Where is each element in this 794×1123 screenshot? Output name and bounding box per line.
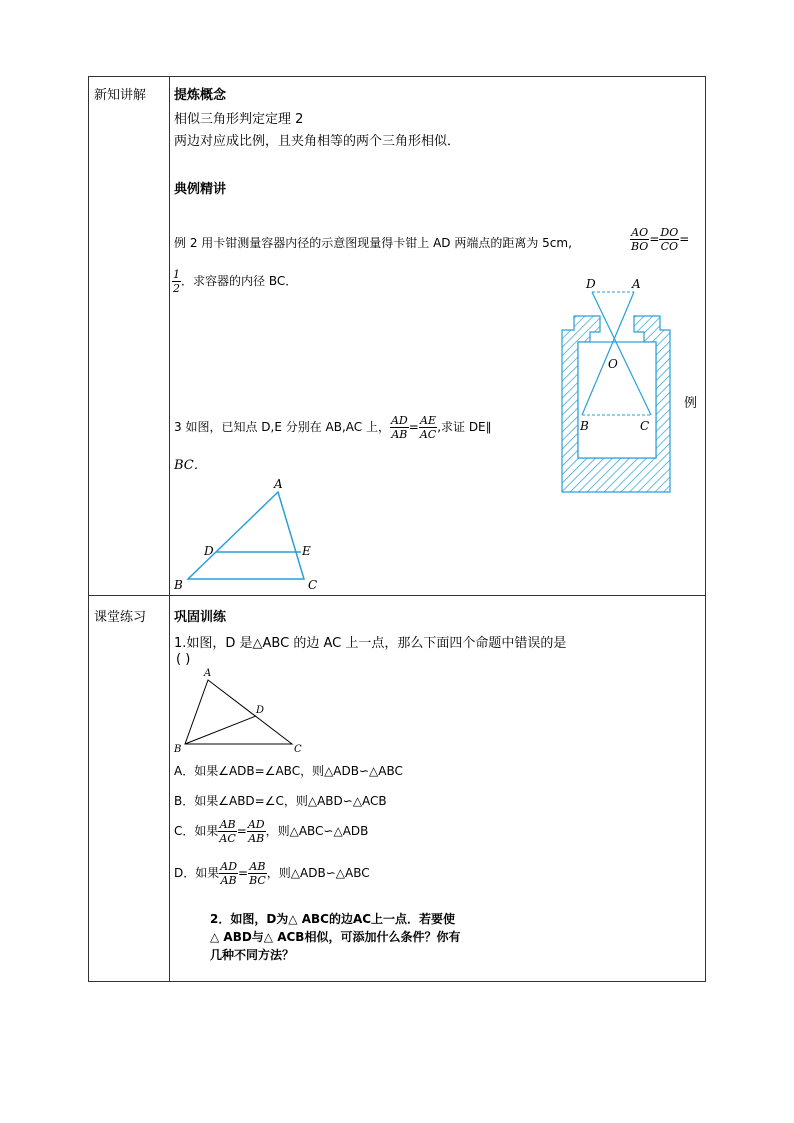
q1-label-c: C (294, 744, 302, 755)
tri-label-a: A (274, 477, 283, 491)
q1-label-d: D (256, 705, 265, 716)
question2-line1: 2．如图，D为△ ABC的边AC上一点．若要使 (210, 912, 456, 926)
section-label-practice: 课堂练习 (94, 610, 147, 625)
example3-text: 3 如图，已知点 D,E 分别在 AB,AC 上， $\frac{AD}{AB}$ = $\frac{AE}{AC}$ ,求证 DE∥ (174, 414, 492, 441)
q1-label-b: B (174, 744, 182, 755)
fraction-ad-ab-d: $\frac{AD}{AB}$ (220, 860, 238, 887)
fraction-do-co: $\frac{DO}{CO}$ (660, 226, 679, 253)
example-heading: 典例精讲 (174, 182, 227, 197)
tri-label-e: E (302, 544, 311, 558)
fraction-ad-ab-c: $\frac{AD}{AB}$ (247, 818, 265, 845)
fraction-one-half: $\frac{1}{2}$ (173, 268, 180, 295)
caliper-container-figure (552, 272, 682, 496)
triangle-de-figure (170, 476, 330, 596)
segment-bd (185, 716, 256, 744)
question1-text: 1.如图，D 是△ABC 的边 AC 上一点，那么下面四个命题中错误的是 (174, 636, 567, 651)
example3-line2: BC． (174, 458, 207, 473)
tri-label-c: C (308, 578, 318, 592)
tri-label-d: D (204, 544, 214, 558)
practice-heading: 巩固训练 (174, 610, 227, 625)
option-c: C．如果 $\frac{AB}{AC}$ = $\frac{AD}{AB}$ ，则△ABC∽△ADB (174, 818, 369, 845)
option-a: A．如果∠ADB=∠ABC，则△ADB∽△ABC (174, 764, 403, 778)
fraction-ab-bc: $\frac{AB}{BC}$ (249, 860, 266, 887)
label-b: B (580, 419, 589, 433)
fraction-ao-bo: $\frac{AO}{BO}$ (631, 226, 649, 253)
question2-line2: △ ABD与△ ACB相似，可添加什么条件？你有 (210, 930, 461, 944)
label-c: C (640, 419, 650, 433)
option-d: D．如果 $\frac{AD}{AB}$ = $\frac{AB}{BC}$ ，则△ADB∽△ABC (174, 860, 370, 887)
fraction-ae-ac: $\frac{AE}{AC}$ (419, 414, 437, 441)
example-side-label: 例 (684, 396, 698, 411)
example2-ratio: $\frac{AO}{BO}$ = $\frac{DO}{CO}$ = (631, 226, 690, 253)
example2-text: 例 2 用卡钳测量容器内径的示意图现量得卡钳上 AD 两端点的距离为 5cm, (174, 236, 572, 250)
label-d: D (586, 277, 596, 291)
q1-label-a: A (204, 668, 212, 679)
label-o: O (608, 357, 618, 371)
fraction-ab-ac: $\frac{AB}{AC}$ (219, 818, 236, 845)
option-b: B．如果∠ABD=∠C，则△ABD∽△ACB (174, 794, 387, 808)
label-a: A (632, 277, 641, 291)
question2-line3: 几种不同方法？ (210, 948, 295, 962)
concept-heading: 提炼概念 (174, 88, 227, 103)
theorem-body: 两边对应成比例，且夹角相等的两个三角形相似． (174, 134, 461, 149)
fraction-ad-ab: $\frac{AD}{AB}$ (390, 414, 408, 441)
question1-figure (170, 666, 310, 758)
example2-line2: $\frac{1}{2}$ ．求容器的内径 BC． (173, 268, 298, 295)
section-label-new-knowledge: 新知讲解 (94, 88, 147, 103)
theorem-title: 相似三角形判定定理 2 (174, 112, 304, 127)
question1-answer-blank: ( ) (176, 652, 191, 667)
tri-label-b: B (174, 578, 183, 592)
